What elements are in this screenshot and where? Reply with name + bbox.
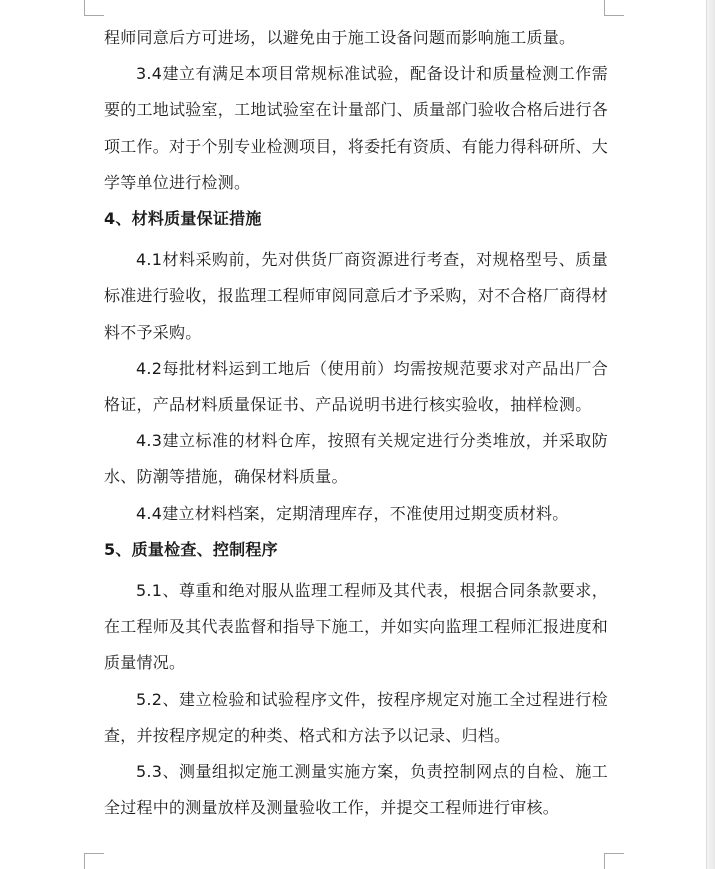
page-edge-shadow [706, 0, 715, 869]
paragraph-3-4: 3.4建立有满足本项目常规标准试验，配备设计和质量检测工作需要的工地试验室，工地试验室在计量部门、质量部门验收合格后进行各项工作。对于个别专业检测项目，将委托有资质、有能力得科研所、大学等单位进行检测。 [104, 64, 608, 192]
section-heading-5: 5、质量检查、控制程序 [104, 539, 278, 559]
paragraph-4-1: 4.1材料采购前，先对供货厂商资源进行考查，对规格型号、质量标准进行验收，报监理工程师审阅同意后才予采购，对不合格厂商得材料不予采购。 [104, 250, 608, 342]
crop-mark-top-left-v [84, 0, 85, 16]
paragraph-5-2: 5.2、建立检验和试验程序文件，按程序规定对施工全过程进行检查，并按程序规定的种类、格式和方法予以记录、归档。 [104, 689, 608, 745]
crop-mark-bottom-left-v [84, 853, 85, 869]
crop-mark-top-right-v [604, 0, 605, 16]
paragraph-4-2: 4.2每批材料运到工地后（使用前）均需按规范要求对产品出厂合格证，产品材料质量保证书、产品说明书进行核实验收，抽样检测。 [104, 358, 608, 415]
paragraph-5-3: 5.3、测量组拟定施工测量实施方案，负责控制网点的自检、施工全过程中的测量放样及测量验收工作，并提交工程师进行审核。 [104, 762, 608, 818]
crop-mark-top-right-h [604, 15, 624, 16]
crop-mark-top-left-h [84, 15, 104, 16]
paragraph-continuation: 程师同意后方可进场，以避免由于施工设备问题而影响施工质量。 [104, 28, 576, 47]
document-body [104, 20, 608, 826]
section-heading-4: 4、材料质量保证措施 [104, 209, 262, 229]
paragraph-5-1: 5.1、尊重和绝对服从监理工程师及其代表，根据合同条款要求，在工程师及其代表监督和指导下施工，并如实向监理工程师汇报进度和质量情况。 [104, 581, 608, 673]
paragraph-4-4: 4.4建立材料档案，定期清理库存，不准使用过期变质材料。 [136, 503, 569, 523]
crop-mark-bottom-right-h [604, 853, 624, 854]
paragraph-4-3: 4.3建立标准的材料仓库，按照有关规定进行分类堆放，并采取防水、防潮等措施，确保材料质量。 [104, 431, 608, 487]
crop-mark-bottom-left-h [84, 853, 104, 854]
crop-mark-bottom-right-v [604, 853, 605, 869]
